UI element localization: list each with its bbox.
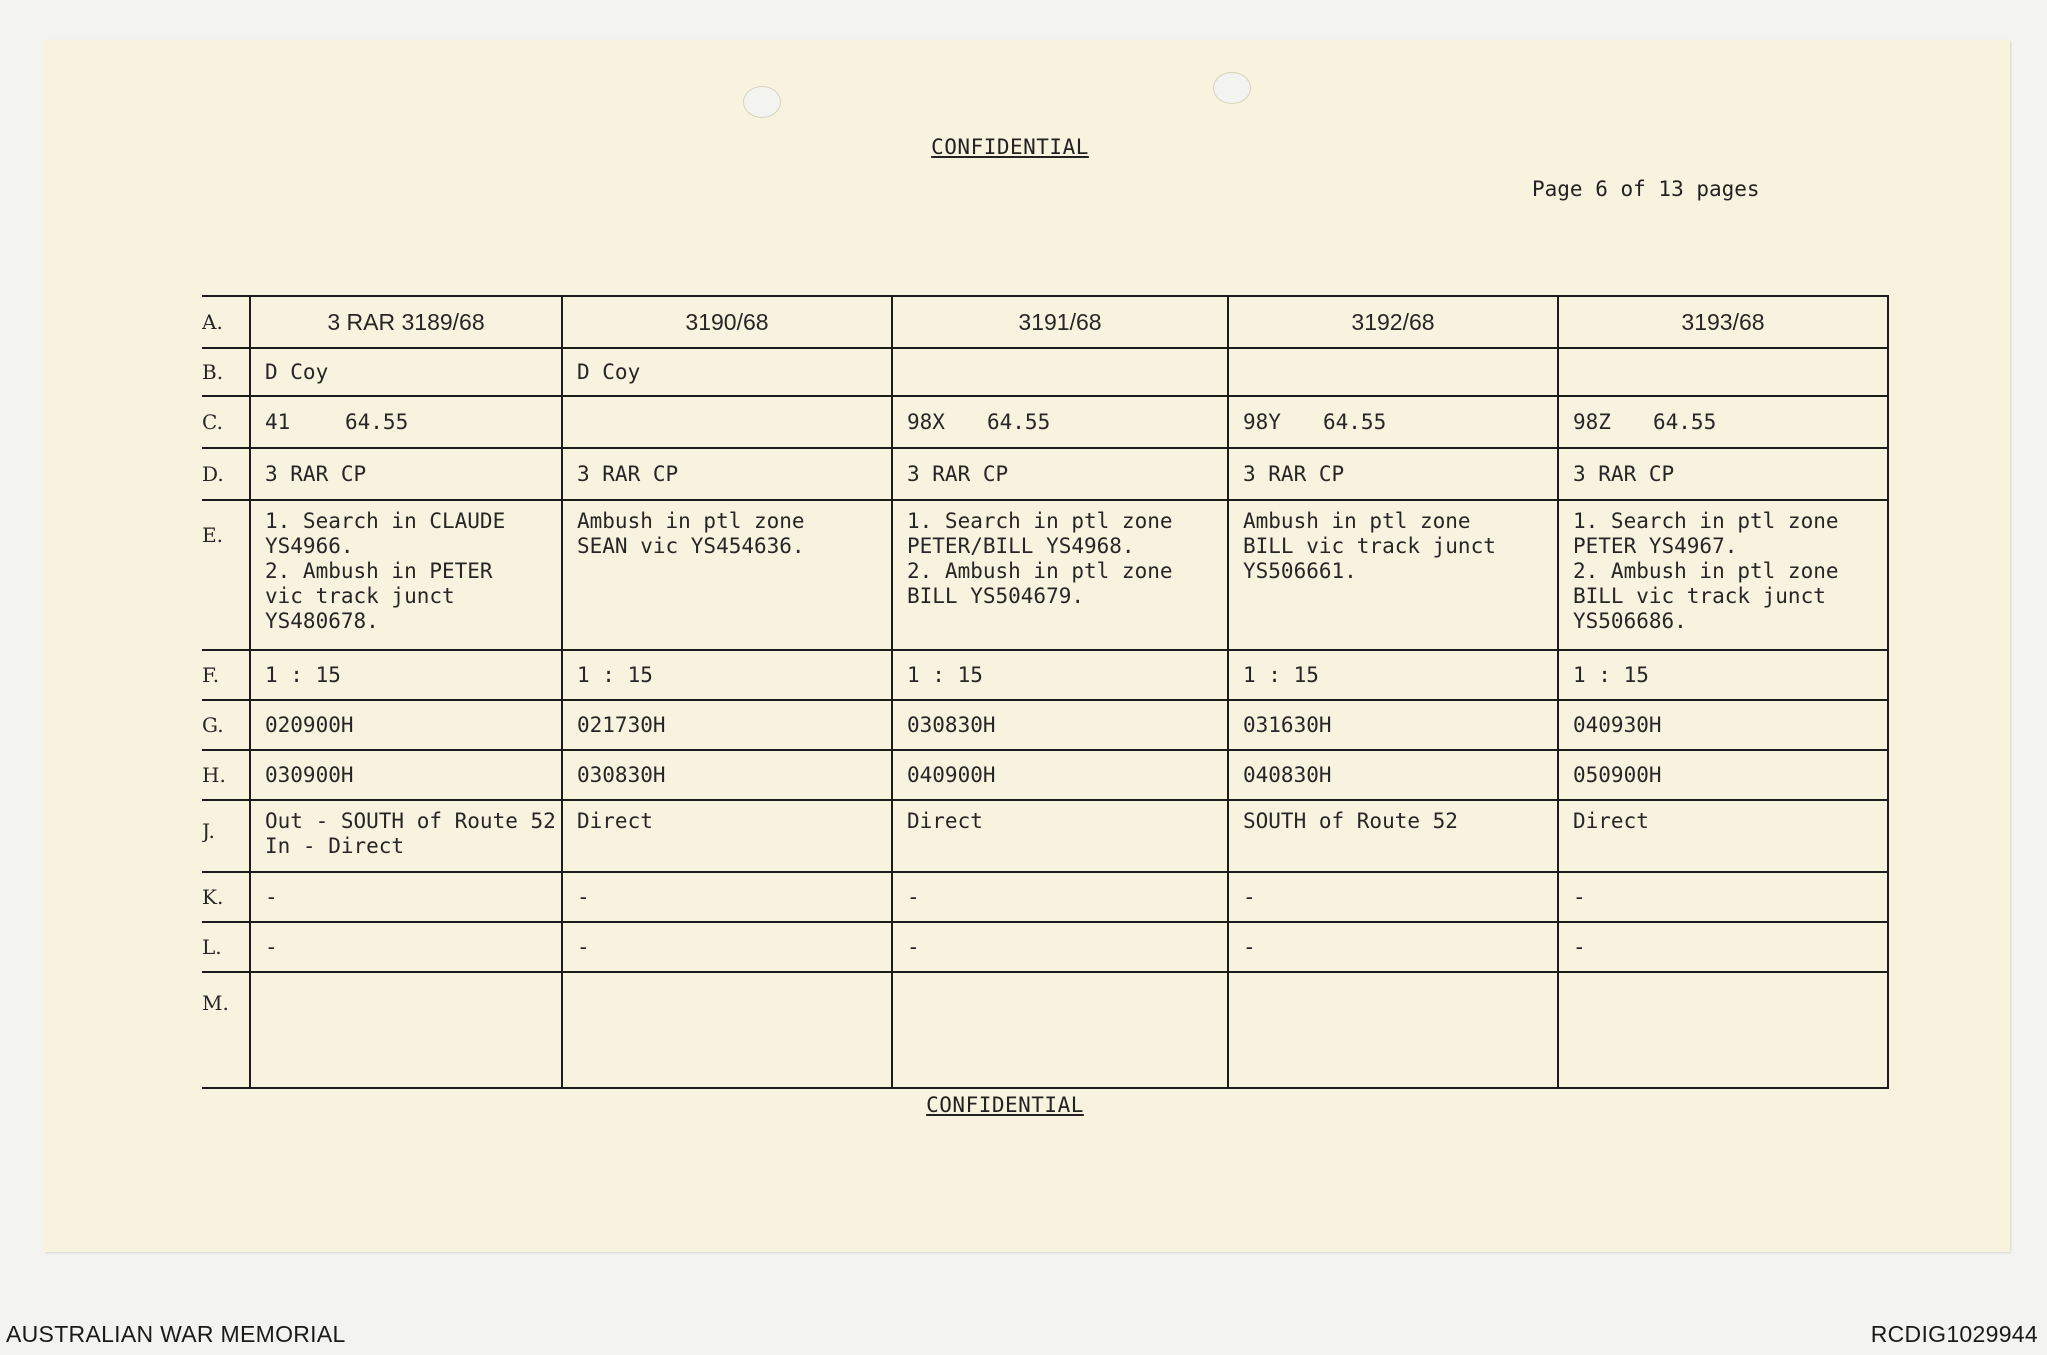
cell-k: - bbox=[250, 872, 562, 922]
archive-record-id: RCDIG1029944 bbox=[1870, 1321, 2038, 1347]
grid-ref-code: 41 bbox=[265, 409, 291, 434]
cell-serial: 3190/68 bbox=[562, 296, 892, 348]
cell-ratio: 1 : 15 bbox=[1558, 650, 1888, 700]
cell-sub-unit bbox=[1558, 348, 1888, 396]
header-confidential: CONFIDENTIAL bbox=[931, 135, 1089, 159]
cell-m bbox=[892, 972, 1228, 1088]
row-label: F. bbox=[202, 650, 250, 700]
cell-sub-unit bbox=[1228, 348, 1558, 396]
cell-ratio: 1 : 15 bbox=[562, 650, 892, 700]
cell-l: - bbox=[1228, 922, 1558, 972]
punch-hole-left bbox=[743, 86, 781, 118]
table-row-d bbox=[202, 448, 1888, 500]
cell-m bbox=[1558, 972, 1888, 1088]
cell-end-time: 030900H bbox=[250, 750, 562, 800]
row-label: H. bbox=[202, 750, 250, 800]
cell-grid-ref bbox=[1228, 396, 1558, 448]
row-label: E. bbox=[202, 500, 250, 650]
cell-task: 1. Search in ptl zone PETER YS4967. 2. Ambush in ptl zone BILL vic track junct YS506686. bbox=[1558, 500, 1888, 650]
footer-confidential: CONFIDENTIAL bbox=[926, 1093, 1084, 1117]
cell-start-time: 030830H bbox=[892, 700, 1228, 750]
row-label: C. bbox=[202, 396, 250, 448]
cell-serial: 3193/68 bbox=[1558, 296, 1888, 348]
cell-l: - bbox=[892, 922, 1228, 972]
cell-start-time: 031630H bbox=[1228, 700, 1558, 750]
table-row-f bbox=[202, 650, 1888, 700]
cell-serial: 3191/68 bbox=[892, 296, 1228, 348]
cell-end-time: 040900H bbox=[892, 750, 1228, 800]
cell-route: SOUTH of Route 52 bbox=[1228, 800, 1558, 872]
cell-m bbox=[562, 972, 892, 1088]
cell-task: Ambush in ptl zone SEAN vic YS454636. bbox=[562, 500, 892, 650]
cell-route: Direct bbox=[1558, 800, 1888, 872]
cell-grid-ref bbox=[562, 396, 892, 448]
cell-start-time: 040930H bbox=[1558, 700, 1888, 750]
cell-task: 1. Search in ptl zone PETER/BILL YS4968. 2. Ambush in ptl zone BILL YS504679. bbox=[892, 500, 1228, 650]
cell-ratio: 1 : 15 bbox=[892, 650, 1228, 700]
grid-sheet: 64.55 bbox=[987, 409, 1051, 434]
cell-route: Direct bbox=[562, 800, 892, 872]
punch-hole-right bbox=[1213, 72, 1251, 104]
cell-control: 3 RAR CP bbox=[1228, 448, 1558, 500]
cell-end-time: 050900H bbox=[1558, 750, 1888, 800]
cell-control: 3 RAR CP bbox=[892, 448, 1228, 500]
table-row-k bbox=[202, 872, 1888, 922]
cell-k: - bbox=[892, 872, 1228, 922]
cell-start-time: 020900H bbox=[250, 700, 562, 750]
table-row-e bbox=[202, 500, 1888, 650]
cell-m bbox=[1228, 972, 1558, 1088]
cell-ratio: 1 : 15 bbox=[1228, 650, 1558, 700]
row-label: K. bbox=[202, 872, 250, 922]
row-label: G. bbox=[202, 700, 250, 750]
row-label: J. bbox=[202, 800, 250, 872]
cell-serial: 3 RAR 3189/68 bbox=[250, 296, 562, 348]
cell-ratio: 1 : 15 bbox=[250, 650, 562, 700]
cell-grid-ref bbox=[250, 396, 562, 448]
archive-institution: AUSTRALIAN WAR MEMORIAL bbox=[6, 1321, 346, 1347]
table-row-b bbox=[202, 348, 1888, 396]
table-row-m bbox=[202, 972, 1888, 1088]
table-row-l bbox=[202, 922, 1888, 972]
cell-sub-unit: D Coy bbox=[250, 348, 562, 396]
table-row-c bbox=[202, 396, 1888, 448]
cell-m bbox=[250, 972, 562, 1088]
cell-end-time: 040830H bbox=[1228, 750, 1558, 800]
row-label: A. bbox=[202, 296, 250, 348]
cell-serial: 3192/68 bbox=[1228, 296, 1558, 348]
row-label: D. bbox=[202, 448, 250, 500]
row-label: L. bbox=[202, 922, 250, 972]
grid-sheet: 64.55 bbox=[1323, 409, 1387, 434]
page-indicator: Page 6 of 13 pages bbox=[1532, 177, 1760, 201]
table-row-a bbox=[202, 296, 1888, 348]
patrol-table bbox=[202, 295, 1889, 1089]
cell-start-time: 021730H bbox=[562, 700, 892, 750]
cell-l: - bbox=[250, 922, 562, 972]
cell-k: - bbox=[562, 872, 892, 922]
table-row-j bbox=[202, 800, 1888, 872]
cell-sub-unit: D Coy bbox=[562, 348, 892, 396]
cell-end-time: 030830H bbox=[562, 750, 892, 800]
grid-sheet: 64.55 bbox=[345, 409, 409, 434]
cell-grid-ref bbox=[892, 396, 1228, 448]
table-row-h bbox=[202, 750, 1888, 800]
cell-sub-unit bbox=[892, 348, 1228, 396]
grid-sheet: 64.55 bbox=[1653, 409, 1717, 434]
cell-grid-ref bbox=[1558, 396, 1888, 448]
row-label: B. bbox=[202, 348, 250, 396]
cell-k: - bbox=[1558, 872, 1888, 922]
row-label: M. bbox=[202, 972, 250, 1088]
cell-control: 3 RAR CP bbox=[1558, 448, 1888, 500]
grid-ref-code: 98Y bbox=[1243, 409, 1281, 434]
cell-route: Out - SOUTH of Route 52 In - Direct bbox=[250, 800, 562, 872]
cell-route: Direct bbox=[892, 800, 1228, 872]
table-row-g bbox=[202, 700, 1888, 750]
cell-control: 3 RAR CP bbox=[250, 448, 562, 500]
grid-ref-code: 98X bbox=[907, 409, 945, 434]
cell-k: - bbox=[1228, 872, 1558, 922]
cell-l: - bbox=[562, 922, 892, 972]
cell-control: 3 RAR CP bbox=[562, 448, 892, 500]
grid-ref-code: 98Z bbox=[1573, 409, 1611, 434]
document-page bbox=[44, 40, 2010, 1252]
cell-task: 1. Search in CLAUDE YS4966. 2. Ambush in PETER vic track junct YS480678. bbox=[250, 500, 562, 650]
cell-l: - bbox=[1558, 922, 1888, 972]
cell-task: Ambush in ptl zone BILL vic track junct YS506661. bbox=[1228, 500, 1558, 650]
